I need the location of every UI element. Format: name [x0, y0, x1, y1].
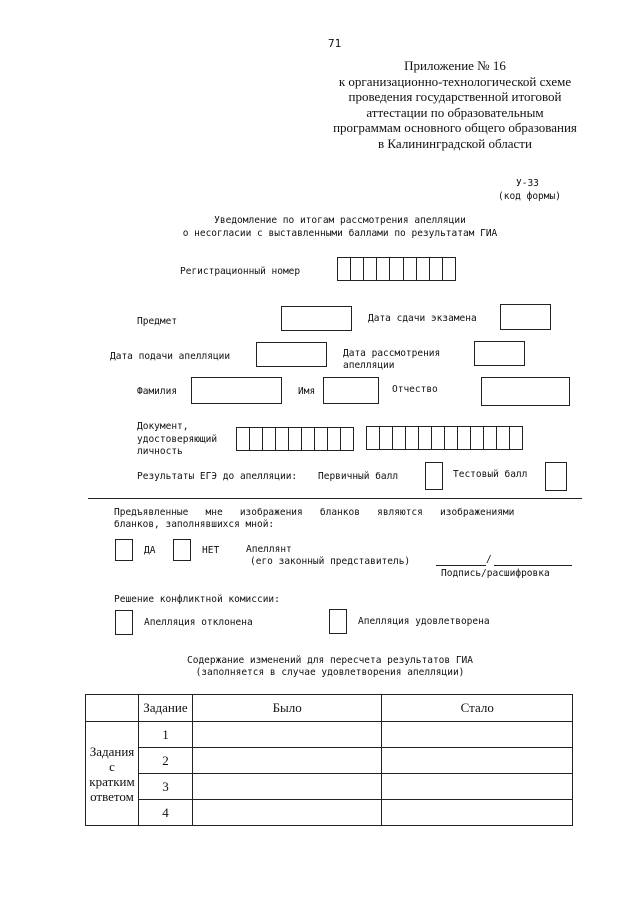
subject-label: Предмет	[137, 316, 178, 327]
signature-caption: Подпись/расшифровка	[441, 568, 550, 579]
task-number-cell: 3	[138, 774, 192, 800]
was-cell[interactable]	[192, 800, 382, 826]
row-header-short-answer	[86, 722, 139, 826]
was-cell[interactable]	[192, 722, 382, 748]
table-corner-cell	[86, 695, 139, 722]
results-label: Результаты ЕГЭ до апелляции:	[137, 471, 298, 482]
document-series-cells[interactable]	[236, 427, 354, 451]
column-header-became: Стало	[382, 695, 573, 722]
appellant-label: Апеллянт	[246, 544, 292, 555]
yes-checkbox[interactable]	[115, 539, 133, 561]
became-cell[interactable]	[382, 774, 573, 800]
row-header-line: ответом	[90, 788, 134, 804]
document-line: удостоверяющий	[137, 433, 218, 445]
reg-number-cells[interactable]	[337, 257, 456, 281]
row-header-line: кратким	[89, 773, 135, 789]
document-line: личность	[137, 446, 183, 457]
test-score-field[interactable]	[545, 462, 567, 491]
appendix-header	[330, 58, 580, 151]
appendix-line: аттестации по образовательным	[366, 104, 544, 120]
appendix-line: Приложение № 16	[404, 58, 506, 73]
name-field[interactable]	[323, 377, 379, 404]
document-line: Документ,	[137, 421, 189, 432]
statement-line: бланков, заполнявшихся мной:	[114, 519, 275, 530]
exam-date-field[interactable]	[500, 304, 551, 330]
changes-line: Содержание изменений для пересчета результатов ГИА	[187, 655, 473, 666]
form-code: У-33	[516, 178, 539, 189]
column-header-was: Было	[192, 695, 382, 722]
signature-line[interactable]	[436, 565, 486, 566]
appendix-line: программам основного общего образования	[333, 120, 577, 135]
form-code-label: (код формы)	[498, 191, 561, 202]
subject-field[interactable]	[281, 306, 352, 331]
section-divider	[88, 498, 582, 499]
row-header-line: с	[109, 758, 115, 774]
rejected-checkbox[interactable]	[115, 610, 133, 635]
review-date-label	[343, 348, 440, 372]
became-cell[interactable]	[382, 800, 573, 826]
document-number-cells[interactable]	[366, 426, 523, 450]
satisfied-label: Апелляция удовлетворена	[358, 616, 490, 627]
yes-label: ДА	[144, 545, 156, 556]
changes-table	[85, 694, 573, 826]
became-cell[interactable]	[382, 722, 573, 748]
appendix-line: проведения государственной итоговой	[348, 89, 562, 104]
appeal-date-field[interactable]	[256, 342, 327, 367]
signature-decode-line[interactable]	[494, 565, 572, 566]
task-number-cell: 4	[138, 800, 192, 826]
changes-line: (заполняется в случае удовлетворения апелляции)	[195, 667, 465, 678]
row-header-line: Задания	[89, 743, 135, 759]
rejected-label: Апелляция отклонена	[144, 617, 253, 628]
patronymic-label: Отчество	[392, 384, 438, 395]
appendix-line: в Калининградской области	[378, 135, 532, 151]
changes-heading	[140, 655, 520, 679]
appendix-line: к организационно-технологической схеме	[338, 73, 572, 89]
surname-label: Фамилия	[137, 386, 178, 397]
column-header-task: Задание	[138, 695, 192, 722]
task-number-cell: 1	[138, 722, 192, 748]
appeal-date-label: Дата подачи апелляции	[110, 351, 231, 362]
task-number-cell: 2	[138, 748, 192, 774]
no-checkbox[interactable]	[173, 539, 191, 561]
was-cell[interactable]	[192, 748, 382, 774]
review-date-line: апелляции	[343, 360, 395, 371]
exam-date-label: Дата сдачи экзамена	[368, 313, 477, 324]
page-number: 71	[328, 37, 342, 50]
review-date-line: Дата рассмотрения	[343, 348, 441, 359]
review-date-field[interactable]	[474, 341, 525, 366]
name-label: Имя	[298, 386, 316, 397]
decision-label: Решение конфликтной комиссии:	[114, 594, 280, 605]
statement-line: Предъявленные мне изображения бланков являются изображениями	[114, 507, 515, 518]
no-label: НЕТ	[202, 545, 220, 556]
appellant-representative-label: (его законный представитель)	[250, 556, 411, 567]
became-cell[interactable]	[382, 748, 573, 774]
document-label	[137, 421, 217, 459]
surname-field[interactable]	[191, 377, 282, 404]
primary-score-field[interactable]	[425, 462, 443, 490]
was-cell[interactable]	[192, 774, 382, 800]
title-line: Уведомление по итогам рассмотрения апелляции	[214, 215, 466, 226]
primary-score-label: Первичный балл	[318, 471, 399, 482]
reg-number-label: Регистрационный номер	[180, 266, 301, 277]
title-line: о несогласии с выставленными баллами по результатам ГИА	[182, 228, 498, 239]
form-title	[100, 214, 580, 240]
test-score-label: Тестовый балл	[453, 469, 528, 480]
patronymic-field[interactable]	[481, 377, 570, 406]
signature-slash: /	[486, 554, 492, 565]
satisfied-checkbox[interactable]	[329, 609, 347, 634]
